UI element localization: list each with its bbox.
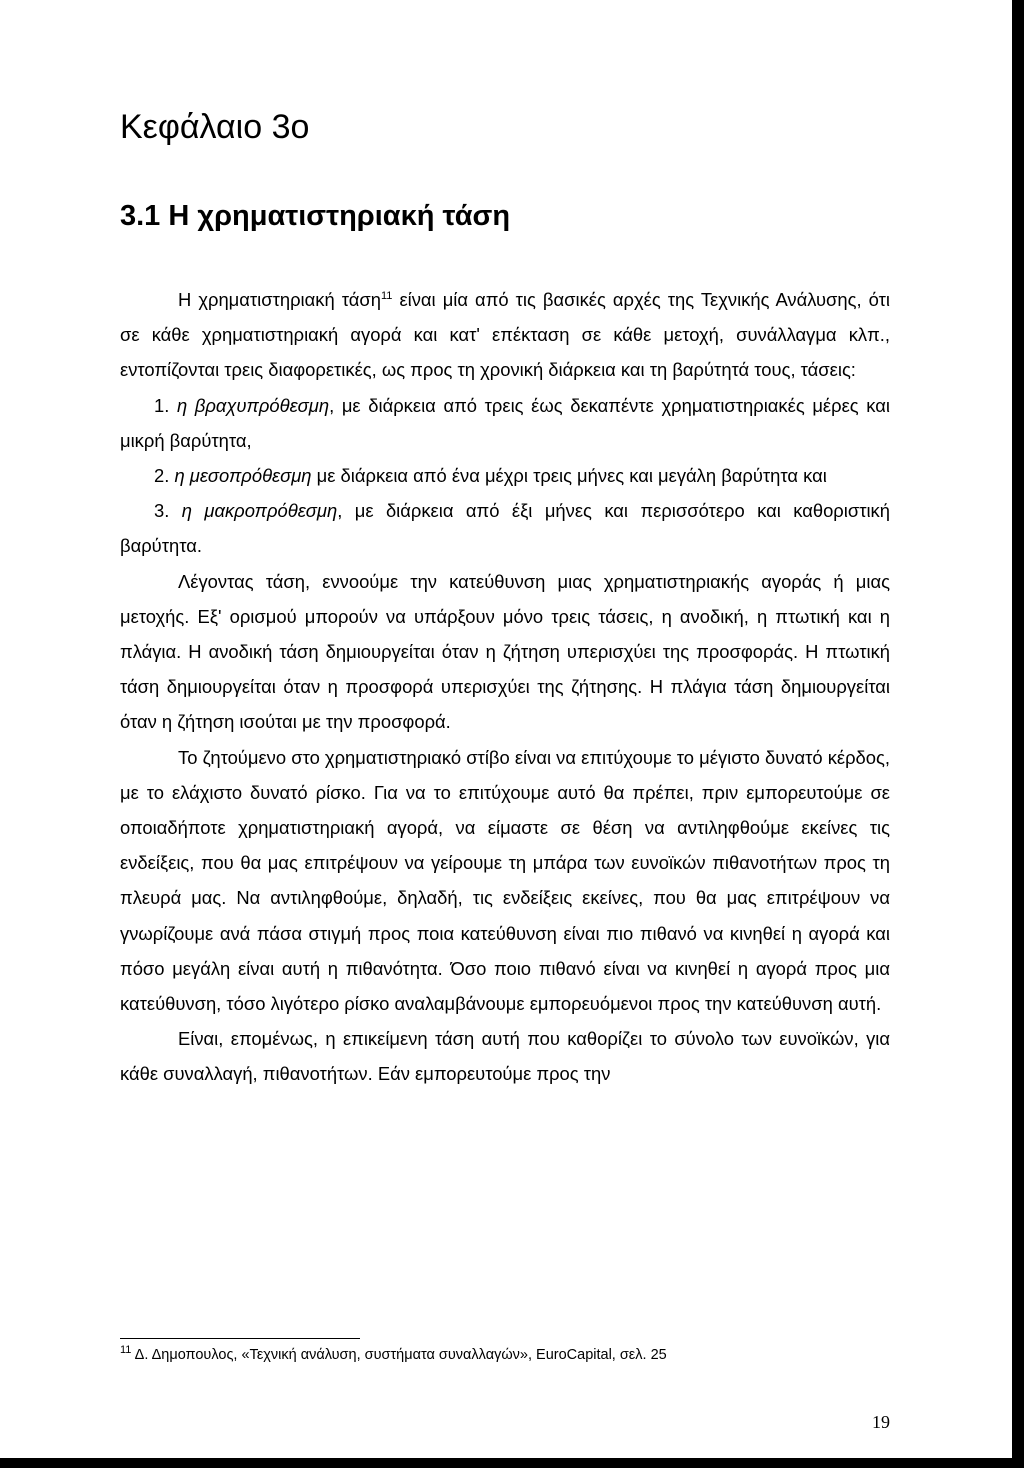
paragraph-conclusion: Είναι, επομένως, η επικείμενη τάση αυτή που καθορίζει το σύνολο των ευνοϊκών, για κάθε συναλλαγή, πιθανοτήτων. Εάν εμπορευτούμε προς την: [120, 1028, 890, 1085]
item-text: , με διάρκεια από τρεις έως δεκαπέντε χρηματιστηριακές μέρες και μικρή βαρύτητα,: [120, 394, 890, 451]
intro-paragraph: [120, 282, 890, 388]
item-text: , με διάρκεια από έξι μήνες και περισσότερο και καθοριστική βαρύτητα.: [120, 500, 890, 557]
list-item: [120, 458, 890, 493]
paragraph-objective: Το ζητούμενο στο χρηματιστηριακό στίβο είναι να επιτύχουμε το μέγιστο δυνατό κέρδος, με το ελάχιστο δυνατό ρίσκο. Για να το επιτύχουμε αυτό θα πρέπει, πριν εμπορευτούμε σε οποιαδήποτε χρηματιστηριακή αγορά, να είμαστε σε θέση να αντιληφθούμε εκείνες τις ενδείξεις, που θα μας επιτρέψουν να γείρουμε τη μπάρα των ευνοϊκών πιθανοτήτων προς τη πλευρά μας. Να αντιληφθούμε, δηλαδή, τις ενδείξεις εκείνες, που θα μας επιτρέψουν να γνωρίζουμε ανά πάσα στιγμή προς ποια κατεύθυνση είναι πιο πιθανό να κινηθεί η αγορά και πόσο μεγάλη είναι αυτή η πιθανότητα. Όσο ποιο πιθανό είναι να κινηθεί η αγορά προς μια κατεύθυνση, τόσο λιγότερο ρίσκο αναλαμβάνουμε εμπορευόμενοι προς την κατεύθυνση αυτή.: [120, 746, 890, 1015]
list-item: [120, 493, 890, 563]
item-term: η βραχυπρόθεσμη: [177, 394, 330, 416]
item-term: η μακροπρόθεσμη: [181, 500, 338, 522]
chapter-title: Κεφάλαιο 3ο: [120, 108, 310, 146]
paragraph-trend-definition: Λέγοντας τάση, εννοούμε την κατεύθυνση μιας χρηματιστηριακής αγοράς ή μιας μετοχής. Εξ' ορισμού μπορούν να υπάρξουν μόνο τρεις τάσεις, η ανοδική, η πτωτική και η πλάγια. Η ανοδική τάση δημιουργείται όταν η ζήτηση υπερισχύει της προσφοράς. Η πτωτική τάση δημιουργείται όταν η προσφορά υπερισχύει της ζήτησης. Η πλάγια τάση δημιουργείται όταν η ζήτηση ισούται με την προσφορά.: [120, 570, 890, 733]
body-text: [120, 282, 890, 1092]
footnote: [120, 1345, 900, 1365]
section-title: 3.1 Η χρηματιστηριακή τάση: [120, 200, 511, 232]
item-number: 3.: [154, 500, 182, 522]
item-text: με διάρκεια από ένα μέχρι τρεις μήνες και μεγάλη βαρύτητα και: [311, 465, 827, 487]
item-term: η μεσοπρόθεσμη: [174, 465, 312, 487]
list-item: [120, 388, 890, 458]
footnote-text: Δ. Δημοπουλος, «Τεχνική ανάλυση, συστήματα συναλλαγών», EuroCapital, σελ. 25: [131, 1347, 667, 1363]
item-number: 1.: [154, 394, 177, 416]
footnote-marker: 11: [120, 1344, 132, 1357]
item-number: 2.: [154, 465, 175, 487]
footnote-reference[interactable]: 11: [380, 289, 393, 302]
footnote-separator: [120, 1338, 360, 1339]
page-number: 19: [872, 1412, 890, 1432]
intro-text-start: Η χρηματιστηριακή τάση: [178, 289, 381, 310]
footnote-area: [120, 1338, 900, 1365]
intro-text-end: είναι μία από τις βασικές αρχές της Τεχνικής Ανάλυσης, ότι σε κάθε χρηματιστηριακή αγορά και κατ' επέκταση σε κάθε μετοχή, συνάλλαγμα κλπ., εντοπίζονται τρεις διαφορετικές, ως προς τη χρονική διάρκεια και τη βαρύτητά τους, τάσεις:: [120, 289, 890, 381]
